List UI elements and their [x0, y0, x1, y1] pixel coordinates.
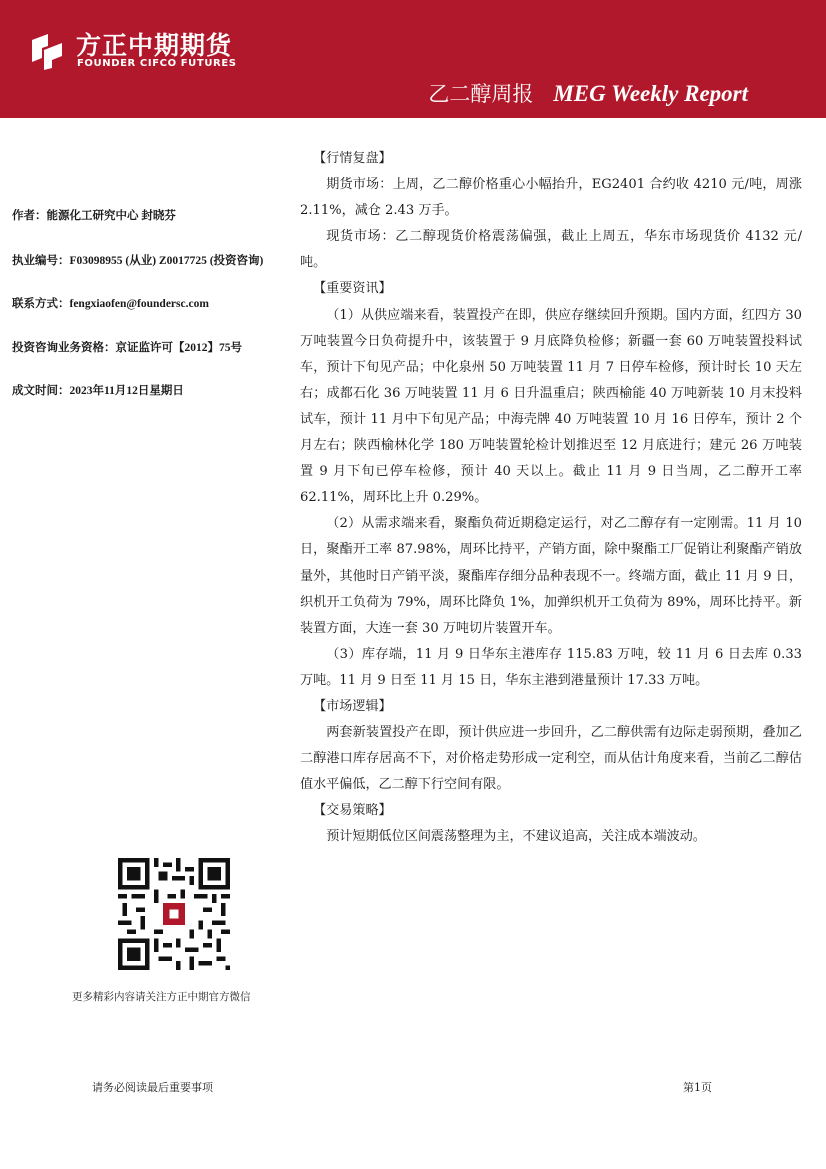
- qualification-line: 投资咨询业务资格：京证监许可【2012】75号: [12, 342, 242, 354]
- author-line: 作者：能源化工研究中心 封晓芬: [12, 210, 176, 222]
- contact-line: 联系方式：fengxiaofen@foundersc.com: [12, 298, 209, 310]
- brand-name-en: FOUNDER CIFCO FUTURES: [77, 58, 237, 69]
- body-paragraph: （2）从需求端来看，聚酯负荷近期稳定运行，对乙二醇存有一定刚需。11 月 10 日，聚酯开工率 87.98%，周环比持平，产销方面，除中聚酯工厂促销让利聚酯产销放量外，其他时日产销平淡，聚酯库存细分品种表现不一。终端方面，截止 11 月 9 日，织机开工负荷为 79%，周环比降负 1%，加弹织机开工负荷为 89%，周环比持平。新装置方面，大连一套 30 万吨切片装置开车。: [300, 516, 802, 636]
- section-heading: 【行情复盘】: [313, 151, 392, 166]
- date-line: 成文时间：2023年11月12日星期日: [12, 385, 184, 397]
- report-body: [300, 146, 802, 851]
- section-heading: 【市场逻辑】: [313, 698, 392, 714]
- report-title: [428, 78, 748, 108]
- report-header: [0, 0, 826, 118]
- footer-disclaimer: 请务必阅读最后重要事项: [92, 1081, 213, 1094]
- founder-logo-icon: [28, 32, 66, 70]
- body-paragraph: 两套新装置投产在即，预计供应进一步回升，乙二醇供需有边际走弱预期，叠加乙二醇港口库存居高不下，对价格走势形成一定利空，而从估计角度来看，当前乙二醇估值水平偏低，乙二醇下行空间有限。: [300, 725, 802, 793]
- brand-name-cn: 方正中期期货: [76, 31, 233, 60]
- license-line: 执业编号：F03098955 (从业) Z0017725 (投资咨询): [12, 255, 264, 267]
- report-title-cn: 乙二醇周报: [428, 82, 534, 106]
- body-paragraph: 现货市场：乙二醇现货价格震荡偏强，截止上周五，华东市场现货价 4132 元/吨。: [300, 229, 802, 271]
- body-paragraph: 预计短期低位区间震荡整理为主，不建议追高，关注成本端波动。: [326, 829, 706, 845]
- report-title-en: MEG Weekly Report: [553, 81, 748, 106]
- body-paragraph: （3）库存端，11 月 9 日华东主港库存 115.83 万吨，较 11 月 6 日去库 0.33 万吨。11 月 9 日至 11 月 15 日，华东主港到港量预计 17.33 万吨。: [300, 646, 802, 688]
- qr-code-icon: [118, 858, 230, 970]
- qr-caption: 更多精彩内容请关注方正中期官方微信: [72, 991, 251, 1003]
- body-paragraph: （1）从供应端来看，装置投产在即，供应存继续回升预期。国内方面，红四方 30 万吨装置今日负荷提升中，该装置于 9 月底降负检修；新疆一套 60 万吨装置投料试车，预计下旬见产品；中化泉州 50 万吨装置 11 月 7 日停车检修，预计时长 10 天左右；成都石化 36 万吨装置 11 月 6 日升温重启；陕西榆能 40 万吨新装 10 月末投料试车，预计 11 月中下旬见产品；中海壳牌 40 万吨装置 10 月 16 日停车，预计 2 个月左右；陕西榆林化学 180 万吨装置轮检计划推迟至 12 月底进行；建元 26 万吨装置 9 月下旬已停车检修，预计 40 天以上。截止 11 月 9 日当周，乙二醇开工率 62.11%，周环比上升 0.29%。: [300, 307, 802, 506]
- page-number: 第1页: [683, 1081, 712, 1094]
- body-paragraph: 期货市场：上周，乙二醇价格重心小幅抬升，EG2401 合约收 4210 元/吨，周涨 2.11%，减仓 2.43 万手。: [300, 177, 802, 219]
- section-heading: 【重要资讯】: [313, 281, 392, 297]
- section-heading: 【交易策略】: [313, 803, 392, 819]
